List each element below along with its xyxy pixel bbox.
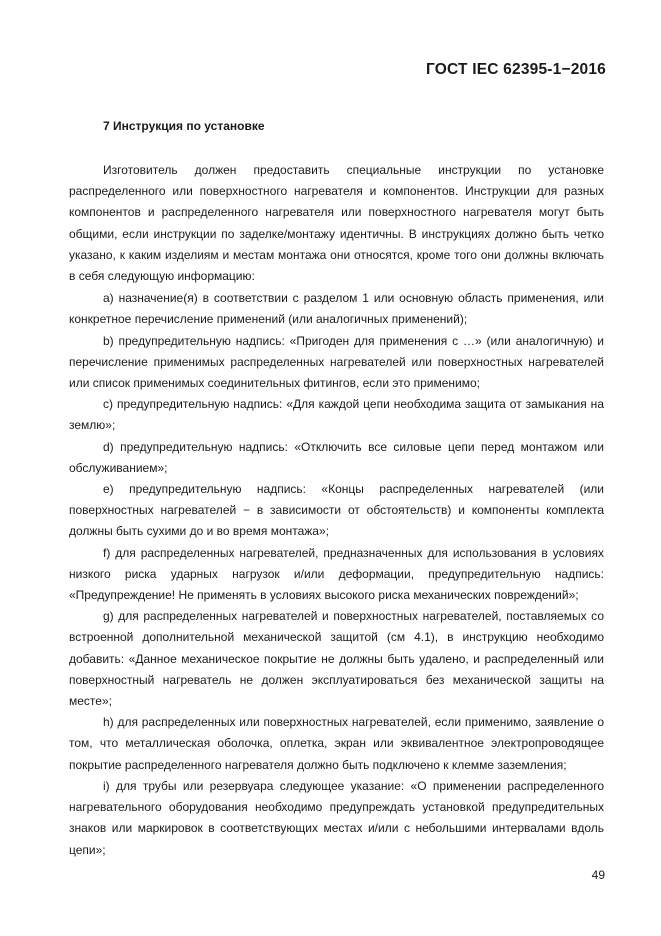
list-item-h: h) для распределенных или поверхностных нагревателей, если применимо, заявление о том, что металлическая оболочка, оплетка, экран или эквивалентное электропроводящее покрытие распределенного нагревателя должно быть подключено к клемме заземления; [69,715,604,772]
list-item-i: i) для трубы или резервуара следующее указание: «О применении распределенного нагревательного оборудования необходимо предупреждать установкой предупредительных знаков или маркировок в соответствующих местах и/или с небольшими интервалами вдоль цепи»; [69,778,604,857]
section-body [69,160,604,861]
intro-paragraph: Изготовитель должен предоставить специальные инструкции по установке распределенного или поверхностного нагревателя и компонентов. Инструкции для разных компонентов и распределенного нагревателя или поверхностного нагревателя могут быть общими, если инструкции по заделке/монтажу идентичны. В инструкциях должно быть четко указано, к каким изделиям и местам монтажа они относятся, кроме того они должны включать в себя следующую информацию: [69,163,604,284]
list-item-f: f) для распределенных нагревателей, предназначенных для использования в условиях низкого риска ударных нагрузок и/или деформации, предупредительную надпись: «Предупреждение! Не применять в условиях высокого риска механических повреждений»; [69,545,604,603]
list-item-e: e) предупредительную надпись: «Концы распределенных нагревателей (или поверхностных нагревателей − в зависимости от обстоятельств) и компоненты комплекта должны быть сухими до и во время монтажа»; [69,482,604,539]
list-item-g: g) для распределенных нагревателей и поверхностных нагревателей, поставляемых со встроенной дополнительной механической защитой (см 4.1), в инструкцию необходимо добавить: «Данное механическое покрытие не должны быть удалено, и распределенный или поверхностный нагреватель не должен эксплуатироваться без механической защиты на месте»; [69,609,604,709]
document-standard-id: ГОСТ IEC 62395-1−2016 [426,61,606,78]
list-item-b: b) предупредительную надпись: «Пригоден для применения с …» (или аналогичную) и перечисление применимых распределенных нагревателей или поверхностных нагревателей или список применимых соединительных фитингов, если это применимо; [69,333,604,391]
section-heading: 7 Инструкция по установке [103,119,265,133]
list-item-c: c) предупредительную надпись: «Для каждой цепи необходима защита от замыкания на землю»; [69,397,604,433]
page-number: 49 [591,868,605,882]
list-item-a: а) назначение(я) в соответствии с разделом 1 или основную область применения, или конкретное перечисление применений (или аналогичных применений); [69,291,604,327]
list-item-d: d) предупредительную надпись: «Отключить все силовые цепи перед монтажом или обслуживанием»; [69,439,604,475]
